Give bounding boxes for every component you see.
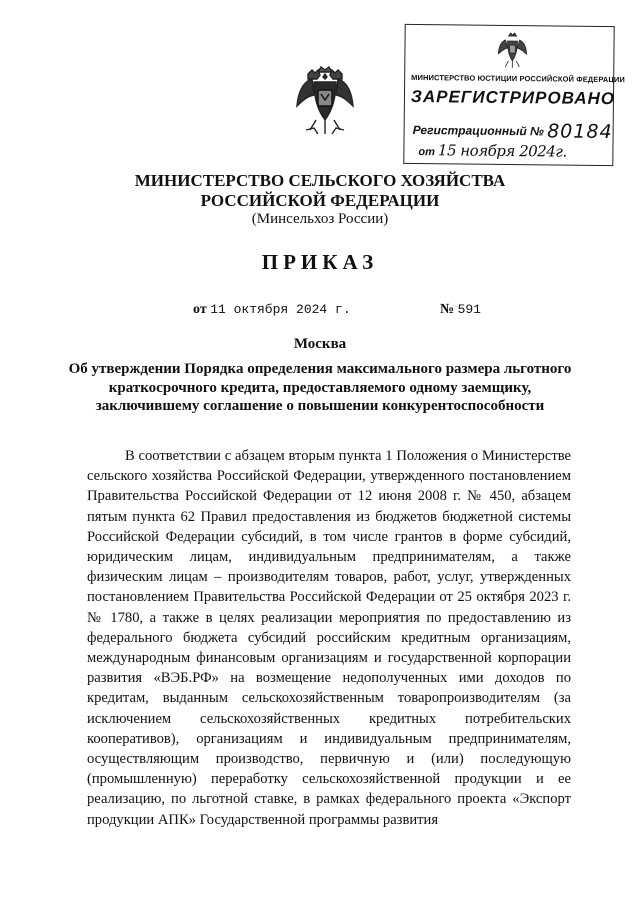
order-body-paragraph: В соответствии с абзацем вторым пункта 1 Положения о Министерстве сельского хозяйства Российской Федерации, утвержденного постановлением Правительства Российской Федерации от 12 июня 2008 г. № 450, абзацем пятым пункта 62 Правил предоставления из бюджетов бюджетной системы Российской Федерации субсидий, в том числе грантов в форме субсидий, юридическим лицам, индивидуальным предпринимателям, а также физическим лицам – производителям товаров, работ, услуг, утвержденных постановлением Правительства Российской Федерации от 25 октября 2023 г. № 1780, а также в целях реализации мероприятия по предоставлению из федерального бюджета субсидий российским кредитным организациям, международным финансовым организациям и государственной корпорации развития «ВЭБ.РФ» на возмещение недополученных ими доходов по кредитам, выданным сельскохозяйственным товаропроизводителям (за исключением сельскохозяйственных кредитных потребительских кооперативов), организациям и индивидуальным предпринимателям, осуществляющим производство, первичную и (или) последующую (промышленную) переработку сельскохозяйственной продукции и ее реализацию, по льготной ставке, в рамках федерального проекта «Экспорт продукции АПК» Государственной программы развития (87, 448, 571, 828)
stamp-ministry-name: МИНИСТЕРСТВО ЮСТИЦИИ РОССИЙСКОЙ ФЕДЕРАЦИИ (411, 72, 625, 85)
order-date (193, 302, 351, 318)
ministry-name (0, 171, 640, 211)
document-type-title: ПРИКАЗ (261, 250, 379, 274)
ministry-short-name: (Минсельхоз России) (251, 211, 389, 227)
ministry-name-line-2: РОССИЙСКОЙ ФЕДЕРАЦИИ (200, 191, 440, 210)
ministry-name-line-1: МИНИСТЕРСТВО СЕЛЬСКОГО ХОЗЯЙСТВА (134, 171, 506, 190)
order-date-prefix: от (193, 302, 207, 317)
order-date-value: 11 октября 2024 г. (210, 302, 351, 317)
order-number-value: 591 (457, 302, 481, 317)
registration-stamp (403, 24, 625, 166)
coat-of-arms-emblem-icon (294, 64, 356, 140)
stamp-registration-line (412, 117, 613, 144)
order-city: Москва (293, 336, 347, 352)
stamp-coat-of-arms-icon (497, 32, 527, 70)
stamp-registration-number: 80184 (547, 120, 613, 144)
order-number-prefix: № (440, 302, 455, 317)
stamp-status: ЗАРЕГИСТРИРОВАНО (410, 86, 616, 109)
stamp-registration-label: Регистрационный № (412, 122, 544, 139)
stamp-date-prefix: от (418, 146, 435, 159)
order-number (440, 302, 481, 318)
stamp-date-line (418, 141, 608, 161)
order-subject: Об утверждении Порядка определения максимального размера льготного краткосрочного кредита, предоставляемого одному заемщику, заключившему соглашение о повышении конкурентоспособности (68, 361, 572, 414)
stamp-date-value: 15 ноября 2024г. (437, 141, 567, 161)
